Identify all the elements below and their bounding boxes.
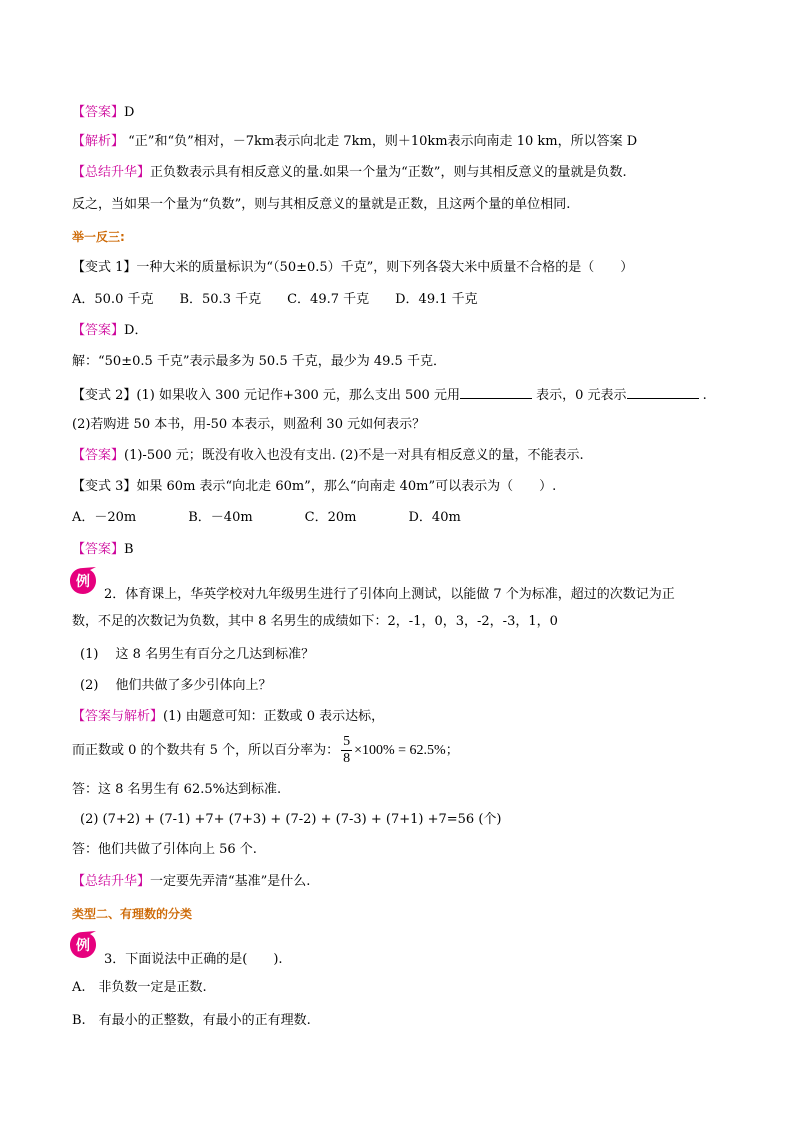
analysis-tag: 【解析】 — [72, 134, 125, 149]
answer-line-1 — [72, 104, 134, 122]
fill-blank-1 — [460, 385, 532, 399]
answer-analysis-tag: 【答案与解析】 — [72, 709, 164, 724]
summary-line-3 — [72, 873, 310, 891]
example-2-question-line-1: 2．体育课上，华英学校对九年级男生进行了引体向上测试，以能做 7 个为标准，超过的次数记为正 — [104, 587, 675, 602]
answer-tag: 【答案】 — [72, 105, 125, 120]
answer-statement-1: 答：这 8 名男生有 62.5%达到标准. — [72, 782, 282, 797]
answer-text: D． — [124, 323, 148, 338]
analysis-line — [72, 133, 637, 151]
example-3-question: 3．下面说法中正确的是( ). — [104, 952, 283, 967]
answer-text: (1)-500 元；既没有收入也没有支出. (2)不是一对具有相反意义的量，不能表示. — [124, 448, 584, 463]
badge-label: 例 — [76, 574, 90, 590]
answer-text: B — [124, 542, 134, 557]
section-heading-type-2: 类型二、有理数的分类 — [72, 907, 193, 921]
summary-tag: 【总结升华】 — [72, 874, 151, 889]
percentage-text: 而正数或 0 的个数共有 5 个，所以百分率为： — [72, 743, 340, 758]
variant-2-question-1 — [72, 385, 707, 405]
variant-3-question: 【变式 3】如果 60m 表示“向北走 60m”，那么“向南走 40m”可以表示为（ ）. — [72, 479, 557, 494]
solution-line: 解：“50±0.5 千克”表示最多为 50.5 千克，最少为 49.5 千克． — [72, 354, 446, 369]
practice-heading: 举一反三: — [72, 230, 125, 244]
example-badge-icon — [68, 930, 98, 960]
variant-2-text-b: 表示，0 元表示 — [531, 388, 627, 403]
summary-line-2: 反之，当如果一个量为“负数”，则与其相反意义的量就是正数，且这两个量的单位相同. — [72, 197, 571, 212]
answer-analysis-text: (1) 由题意可知：正数或 0 表示达标， — [163, 709, 385, 724]
example-3-option-b: B. 有最小的正整数，有最小的正有理数. — [72, 1013, 311, 1028]
percentage-formula: ×100% = 62.5% — [354, 743, 446, 758]
fraction-denominator: 8 — [343, 751, 351, 766]
analysis-text: “正”和“负”相对，－7km表示向北走 7km，则＋10km表示向南走 10 km，所以答案 D — [124, 134, 638, 149]
variant-2-question-2: (2)若购进 50 本书，用-50 本表示，则盈利 30 元如何表示？ — [72, 417, 426, 432]
calculation-line: (2) (7+2) + (7-1) +7+ (7+3) + (7-2) + (7-3) + (7+1) +7=56 (个) — [80, 812, 502, 827]
example-2-sub-2: (2) 他们共做了多少引体向上？ — [80, 678, 272, 693]
answer-text: D — [124, 105, 135, 120]
example-3-option-a: A. 非负数一定是正数. — [72, 980, 207, 995]
answer-line-3 — [72, 447, 584, 465]
answer-line-2 — [72, 322, 147, 340]
variant-3-options: A．－20m B．－40m C．20m D．40m — [72, 510, 461, 525]
variant-1-question: 【变式 1】一种大米的质量标识为“（50±0.5）千克”，则下列各袋大米中质量不合格的是（ ） — [72, 260, 634, 275]
example-badge-icon — [68, 566, 98, 596]
variant-2-text-c: . — [698, 388, 707, 403]
summary-tag: 【总结升华】 — [72, 165, 151, 180]
answer-tag: 【答案】 — [72, 323, 125, 338]
example-2-sub-1: (1) 这 8 名男生有百分之几达到标准？ — [80, 647, 315, 662]
percentage-line — [72, 734, 459, 768]
variant-2-text-a: 【变式 2】(1) 如果收入 300 元记作+300 元，那么支出 500 元用 — [72, 388, 460, 403]
fraction-numerator: 5 — [343, 734, 351, 749]
answer-tag: 【答案】 — [72, 448, 125, 463]
variant-1-options: A．50.0 千克 B．50.3 千克 C．49.7 千克 D．49.1 千克 — [72, 292, 478, 307]
badge-label: 例 — [76, 938, 90, 954]
summary-text: 正负数表示具有相反意义的量.如果一个量为“正数”，则与其相反意义的量就是负数. — [150, 165, 627, 180]
answer-statement-2: 答：他们共做了引体向上 56 个. — [72, 842, 257, 857]
fill-blank-2 — [627, 385, 699, 399]
example-2-question-line-2: 数，不足的次数记为负数，其中 8 名男生的成绩如下：2，-1，0，3，-2，-3，1，0 — [72, 614, 558, 629]
summary-text: 一定要先弄清“基准”是什么. — [150, 874, 311, 889]
fraction — [341, 734, 352, 767]
percentage-end: ； — [445, 743, 459, 758]
summary-line-1 — [72, 164, 627, 182]
answer-line-4 — [72, 541, 134, 559]
answer-tag: 【答案】 — [72, 542, 125, 557]
answer-analysis-line — [72, 708, 384, 726]
